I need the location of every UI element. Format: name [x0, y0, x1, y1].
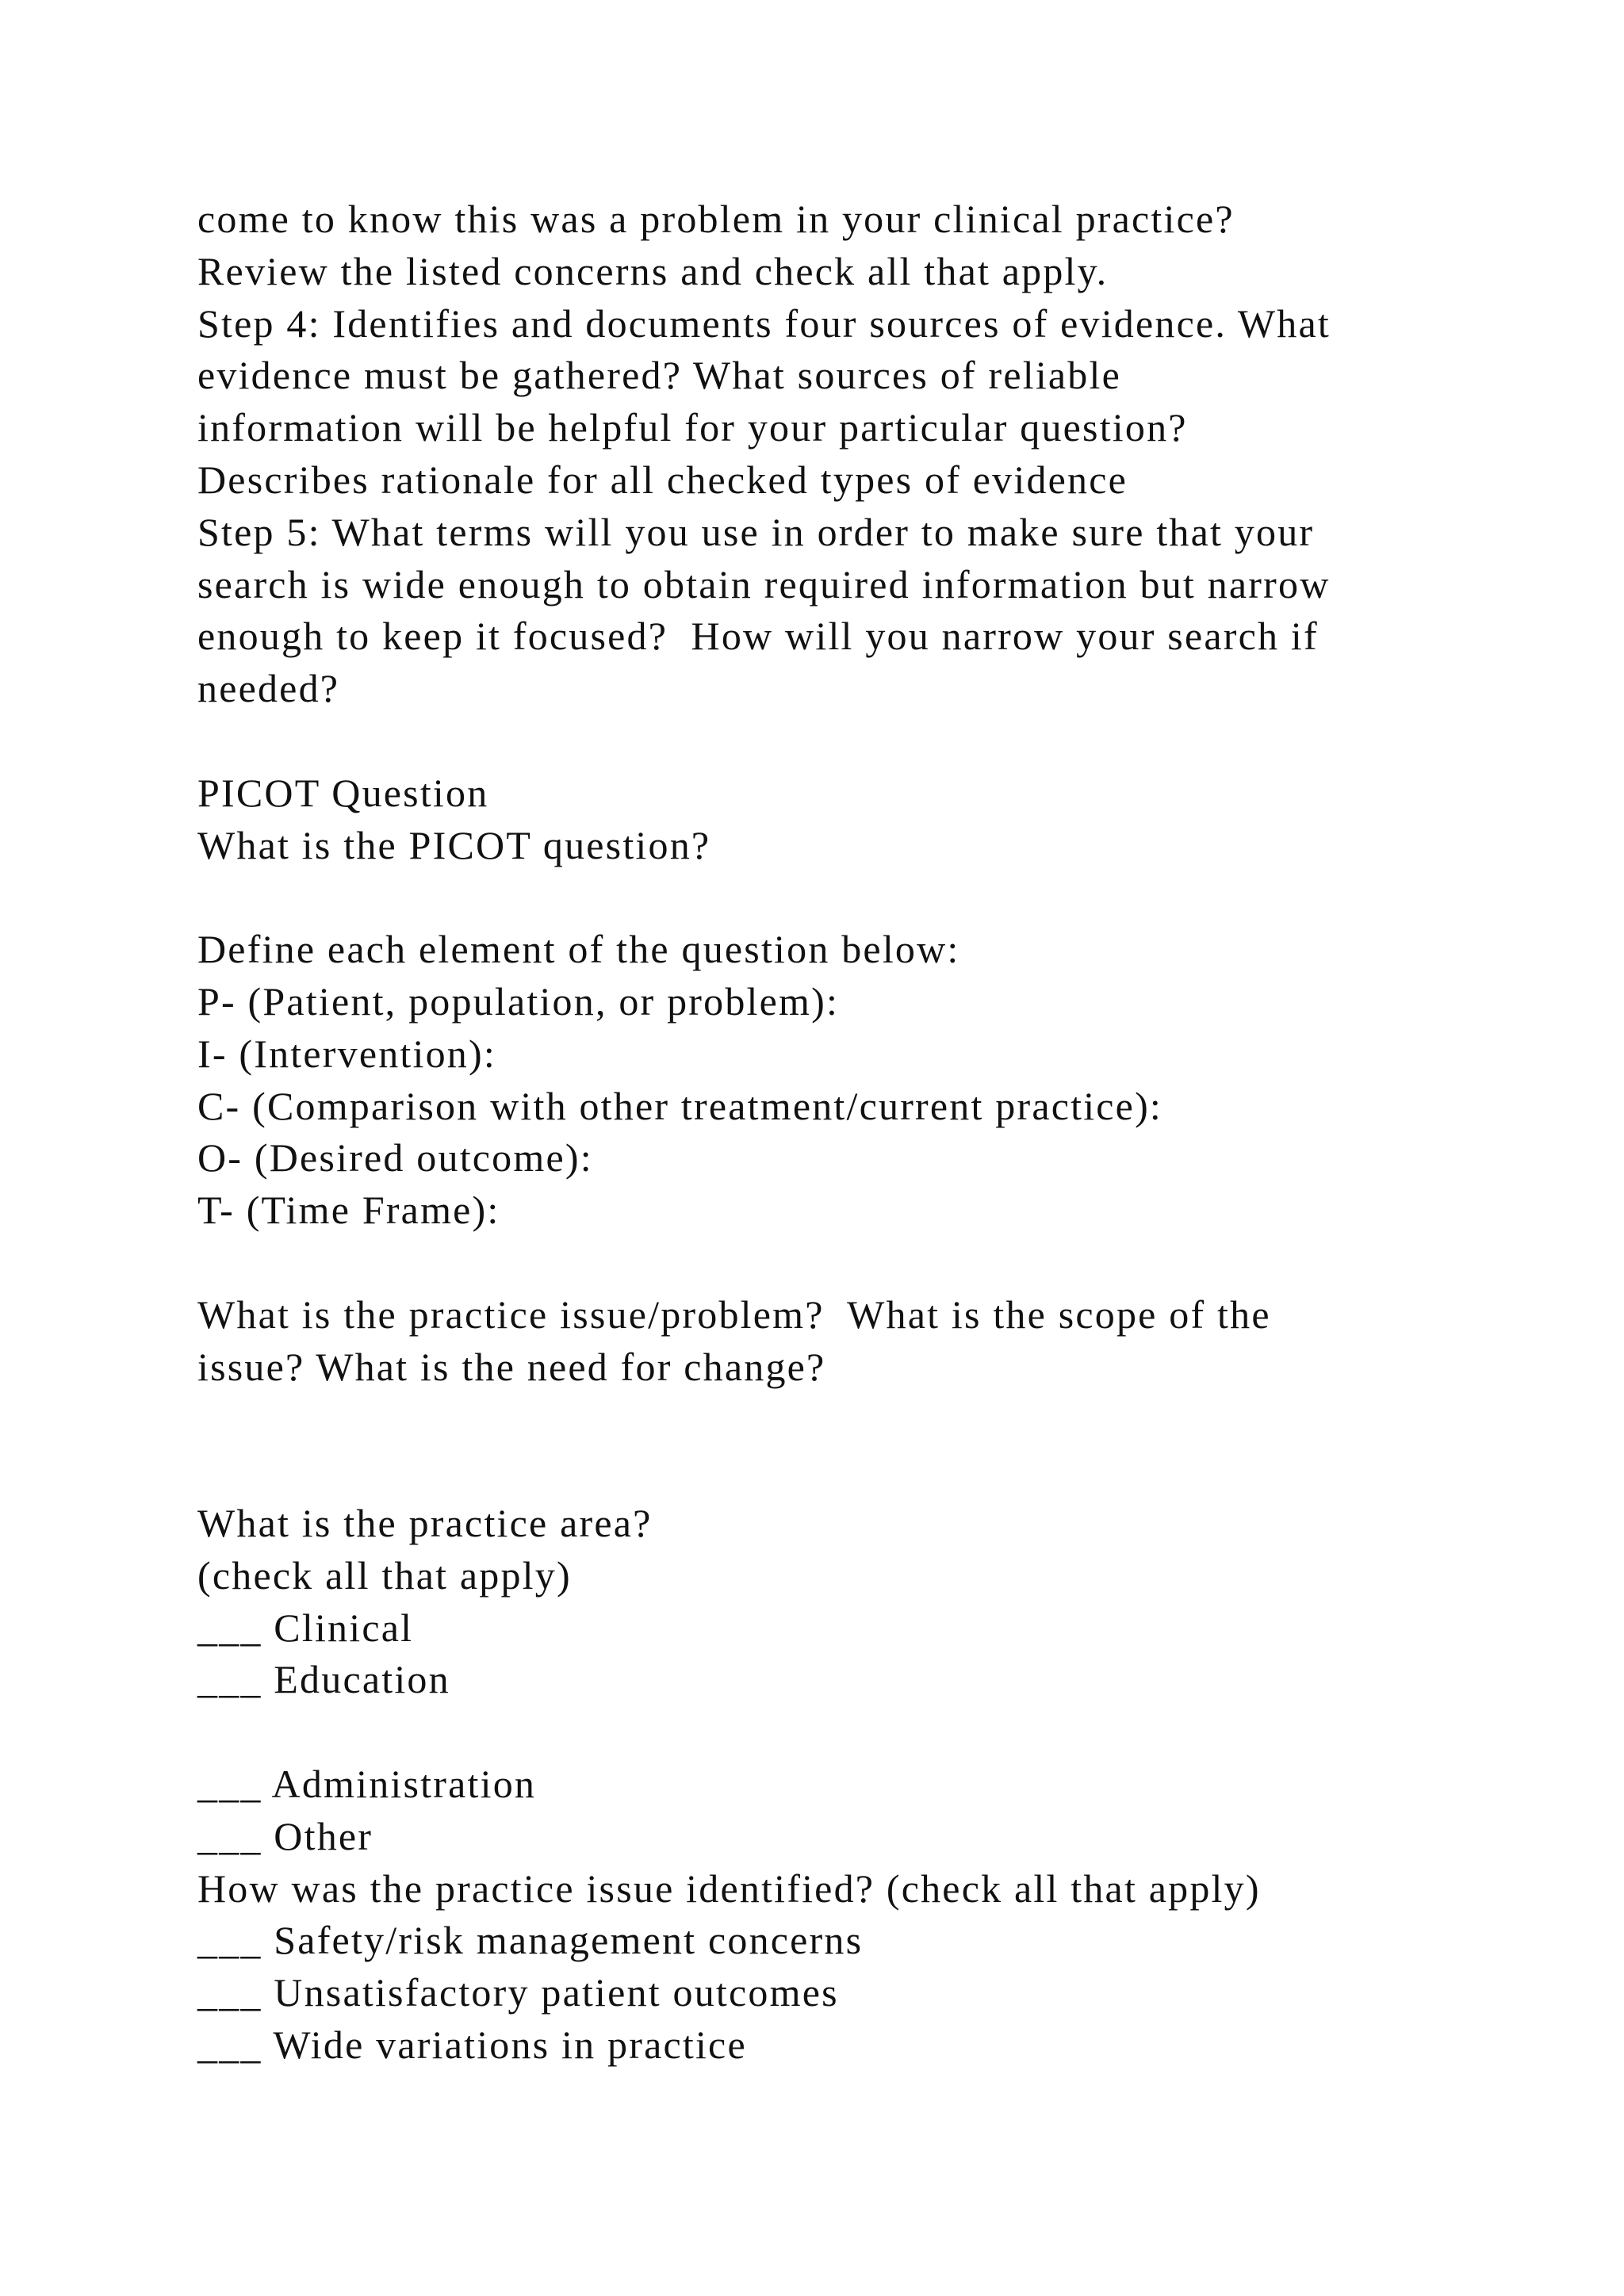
identified-option: ___ Unsatisfactory patient outcomes [197, 1970, 839, 2015]
intro-line: come to know this was a problem in your clinical practice? [197, 197, 1235, 241]
define-heading: Define each element of the question below: [197, 927, 960, 972]
define-item: I- (Intervention): [197, 1031, 496, 1076]
spacer [197, 715, 1545, 767]
intro-line: Describes rationale for all checked types of evidence [197, 457, 1128, 502]
spacer [197, 1237, 1545, 1289]
spacer [197, 1393, 1545, 1445]
define-item: O- (Desired outcome): [197, 1135, 593, 1181]
define-item: P- (Patient, population, or problem): [197, 978, 840, 1024]
practice-area-option: ___ Education [197, 1657, 450, 1702]
issue-line: What is the practice issue/problem? What is the scope of the [197, 1292, 1271, 1337]
intro-line: information will be helpful for your particular question? [197, 405, 1188, 450]
practice-area-option: ___ Other [197, 1813, 373, 1858]
intro-line: evidence must be gathered? What sources of reliable [197, 353, 1121, 398]
intro-line: search is wide enough to obtain required information but narrow [197, 561, 1331, 607]
intro-line: Step 5: What terms will you use in order to make sure that your [197, 509, 1315, 554]
intro-line: Step 4: Identifies and documents four sources of evidence. What [197, 300, 1331, 346]
picot-heading: PICOT Question [197, 770, 489, 815]
intro-line: Review the listed concerns and check all that apply. [197, 248, 1109, 293]
practice-area-option: ___ Clinical [197, 1605, 414, 1650]
document-body [197, 193, 1545, 2072]
practice-area-option: ___ Administration [197, 1761, 537, 1806]
practice-area-question: What is the practice area? [197, 1500, 653, 1545]
define-item: C- (Comparison with other treatment/current practice): [197, 1083, 1163, 1128]
identified-question: How was the practice issue identified? (check all that apply) [197, 1866, 1261, 1911]
define-item: T- (Time Frame): [197, 1188, 500, 1233]
intro-line: enough to keep it focused? How will you narrow your search if [197, 614, 1319, 659]
practice-area-instruction: (check all that apply) [197, 1552, 572, 1598]
spacer [197, 871, 1545, 924]
identified-option: ___ Wide variations in practice [197, 2022, 747, 2067]
picot-question: What is the PICOT question? [197, 822, 711, 867]
spacer [197, 1706, 1545, 1758]
identified-option: ___ Safety/risk management concerns [197, 1918, 864, 1963]
intro-line: needed? [197, 666, 340, 711]
spacer [197, 1445, 1545, 1498]
issue-line: issue? What is the need for change? [197, 1344, 826, 1389]
